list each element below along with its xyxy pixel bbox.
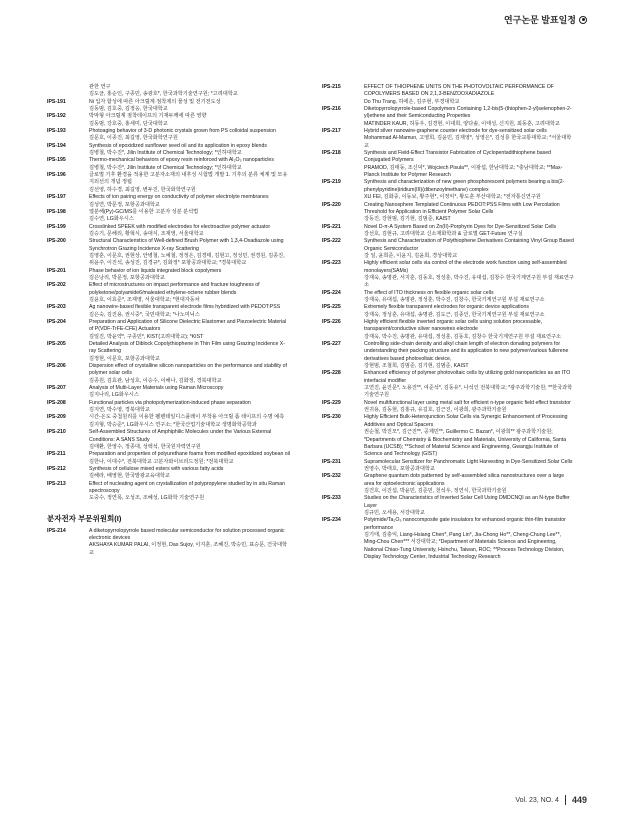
entry-id: IPS-221 [322,223,341,230]
program-entry [322,370,574,399]
entry-id: IPS-233 [322,495,341,502]
entry-authors: 김건호, 이진섭, 박윤민, 김준민, 천석우, 정연식, 한국과학기술원 [364,487,507,494]
entry-authors: 강선호, 김현규, 고려대학교 신소재화학과 & 글로벌 GET-Future 연구실 [364,230,523,237]
entry-body [89,304,291,319]
entry-body [89,172,291,194]
entry-body [364,473,574,495]
entry-title: Ni 입자 합성에 따른 아크릴계 점착제의 물성 및 전기전도성 [89,98,221,105]
entry-authors: AKSHAYA KUMAR PALAI, 이정현, Das Sujoy, 이지훈, 조혜진, 박승민, 표승문, 건국대학교 [89,542,288,556]
program-entry [322,414,574,458]
entry-body [364,179,574,201]
program-entry [47,143,291,158]
entry-authors: 김성연, 박문정, 포항공과대학교 [89,201,160,208]
entry-title: 글로벌 기후 환경을 적용한 고분자소재의 내후성 시험법 개발 1. 기후의 분류 체계 및 모유 지외선의 개념 정립 [89,172,288,186]
entry-authors: 김은숙, 김진용, 권시중*, 국민대학교; *나노미닉스 [89,311,200,318]
program-entry [47,304,291,319]
entry-body [89,238,291,267]
entry-authors: 김승기, 문해리, 황혁식, 송대식, 조재영, 서울대학교 [89,230,204,237]
entry-id: IPS-223 [322,260,341,267]
entry-body [89,414,291,429]
entry-title: Ag nanowire-based flexible transparent electrode films hybridized with PEDOT:PSS [89,304,281,311]
entry-body [89,143,291,158]
entry-title: Extremely flexible transparent electrodes for organic device applications [364,304,529,311]
entry-id: IPS-234 [322,517,341,524]
entry-authors: 권순철, 박진모*, 김근진**, 공제민**, Guillermo C. Bazan*, 이광희** 광주과학기술원; *Departments of Chemistry & Biochemistry and Materials, University of California, Santa Barbara (UCSB); **School of Material Science and Engineering, Gwangju Institute of Science and Technology (GIST) [364,429,567,458]
entry-authors: 강 일, 윤희준, 이윤지, 김윤희, 경상대학교 [364,252,458,259]
entry-authors: 김영훈, 이문호, 권현상, 안병철, 노예철, 정정은, 김경태, 김현고, 정성민, 권경원, 김종진, 위윤주, 이진석, 송성진, 김경규*, 김화정* 포항공과대학교; *경북대학교 [89,252,285,267]
program-entry [47,341,291,363]
entry-id: IPS-211 [47,451,66,458]
page-header [504,13,587,26]
program-entry [47,209,291,224]
entry-body [89,341,291,363]
entry-id: IPS-193 [47,128,66,135]
entry-body [89,99,291,114]
entry-body [89,157,291,172]
entry-body [89,209,291,224]
left-entry-list [47,84,291,503]
entry-title: Supramolecular Sensitizer for Panchromatic Light Harvesting in Dye-Sensitized Solar Cells [364,458,573,465]
entry-authors: 김해라, 배영현, 한국발광교육대학교 [89,473,170,480]
entry-title: Functional particles via photopolymerization-induced phase separation [89,399,251,406]
entry-id: IPS-220 [322,201,341,208]
entry-id: IPS-198 [47,208,66,215]
entry-authors: 김기태, 김충익, Liang-Hsiang Chen*, Pang Lin*, Jia-Chong Ho**, Cheng-Chung Lee**, Ming-Chou Chen*** 서강대학교; *Department of Materials Science and Engineering, National Chiao-Tung University, Hsinchu, Taiwan, ROC; **Process Technology Division, Display Technology Center, Industrial Technology Research [364,531,565,560]
entry-title: 박막형 아크릴계 점착테이프의 기재두께에 따른 영향 [89,113,207,120]
page-footer [515,795,587,805]
entry-authors: 김지연, 박수영, 경북대학교 [89,407,150,414]
entry-body [364,224,574,239]
entry-authors: 강현범, 조철희, 김범준, 김기현, 김범준, KAIST [364,363,469,370]
entry-id: IPS-206 [47,363,66,370]
program-entry [322,473,574,495]
entry-title: 열분해(Py)-GC/MS를 이용한 고분자 성분 분석법 [89,208,199,215]
entry-authors: 강재욱, 박수진, 송명관, 유대섭, 정성훈, 김동호, 김창수 한국기계연구원 부설 재료연구소 [364,333,562,340]
entry-body [364,128,574,150]
entry-authors: 김규민, 오세용, 서강대학교 [364,509,425,516]
program-entry [47,429,291,451]
left-column [47,84,291,557]
program-entry [322,202,574,224]
entry-id: IPS-201 [47,267,66,274]
program-entry [322,290,574,305]
entry-title: Preparation and Application of Silicone Dielectric Elastomer and Piezoelectric Material of P(VDF-TrFE-CFE) Actuators [89,319,287,333]
entry-id: IPS-205 [47,341,66,348]
entry-authors: 김윤호, 이효준*, 조재영, 서울대학교; *현대자동차 [89,296,200,303]
entry-id: IPS-225 [322,304,341,311]
entry-body [89,451,291,466]
entry-title: 시간-온도 중첩원리를 이용한 펠렌테일디스플레이 부착용 아크릴 폼 테이프의 수명 예측 [89,414,285,421]
entry-title: Self-Assembled Structures of Amphiphilic Molecules under the Various External Conditions: A SANS Study [89,429,272,443]
entry-title: A diketopyrrolopyrrole based molecular semiconductor for solution processed organic electronic devices [89,527,285,541]
program-entry [322,260,574,289]
entry-id: IPS-210 [47,429,66,436]
entry-id: IPS-213 [47,480,66,487]
entry-title: Synthesis and characterization of new green phosphorescent polymers bearing a bis(2-phenylpyridine)iridium(III)(dibenzoylmethane) complex [364,179,565,193]
entry-id: IPS-224 [322,289,341,296]
entry-id: IPS-204 [47,319,66,325]
program-entry [47,268,291,283]
program-entry [47,194,291,209]
entry-title: Highly efficient solar cells via control of the electrode work function using self-assembled monolayers(SAMs) [364,260,567,274]
program-entry [47,282,291,304]
entry-body [364,290,574,305]
entry-id: IPS-226 [322,319,341,325]
entry-title: Controlling side-chain density and alkyl chain length of electron donating polymers for understanding their packing structure and its application to new polymer/various fullerene derivatives based photovoltaic device, [364,341,569,362]
entry-body [89,224,291,239]
entry-authors: 김문호, 이종진, 최길영, 한국화학연구원 [89,135,178,142]
entry-authors: 김선영, 하수경, 최길영, 변두진, 한국화학연구원 [89,186,196,193]
entry-id: IPS-208 [47,399,66,406]
entry-title: Polyimide/Ta₂O₅ nanocomposite gate insulators for enhanced organic thin-film transistor performance [364,517,566,531]
program-entry [322,150,574,179]
entry-body [89,363,291,385]
entry-body [364,202,574,224]
program-entry [322,341,574,370]
program-entry [47,363,291,385]
entry-id: IPS-203 [47,304,66,311]
entry-id: IPS-194 [47,142,66,149]
entry-id: IPS-216 [322,106,341,113]
entry-body [364,400,574,415]
entry-title: Highly Efficient Bulk-Heterojunction Solar Cells via Synergic Enhancement of Processing Additives and Optical Spacers [364,414,568,428]
entry-title: Analysis of Multi-Layer Materials using Raman Microscopy [89,385,224,392]
entry-title: Effect of nucleating agent on crystallization of polypropylene studied by in situ Raman spectroscopy [89,480,285,494]
entry-title: EFFECT OF THIOPHENE UNITS ON THE PHOTOVOLTAIC PERFORMANCE OF COPOLYMERS BASED ON 2,1,3-BENZOOXADIAZOLE [364,84,554,98]
entry-body [364,260,574,289]
entry-id: IPS-222 [322,238,341,245]
entry-id: IPS-232 [322,473,341,480]
entry-title: Photoaging behavior of 3-D photonic crystals grown from PS colloidal suspension [89,128,276,135]
entry-id: IPS-192 [47,113,66,120]
entry-title: Preparation and properties of polyurethane foams from modified epoxidized soybean oil [89,451,290,458]
program-entry [322,179,574,201]
entry-id: IPS-207 [47,385,66,392]
section-title: 분자전자 부문위원회(I) [47,513,122,523]
entry-authors: 김지형, 박승준*, LG화우시스 연구소; *한국산업기술대학교 생명화학공학과 [89,421,257,428]
entry-authors: 김일진, 박윤약*, 구종민*, KIST(고려대학교); *KIST [89,333,204,340]
entry-body [89,429,291,451]
entry-authors: 도중수, 정연목, 오성조, 조혜성, LG화학 기술연구원 [89,495,205,502]
entry-id [47,84,89,99]
program-entry [47,238,291,267]
entry-authors: 김정현, 이문호, 포항공과대학교 [89,355,160,362]
entry-body [364,495,574,517]
program-entry [47,481,291,503]
entry-id: IPS-228 [322,370,341,377]
entry-id: IPS-231 [322,458,341,465]
entry-authors: 김은낭리, 박문정, 포항공과대학교 [89,274,165,281]
entry-body [364,319,574,341]
entry-id: IPS-227 [322,341,341,348]
entry-title: Creating Nanosphere Templated Continuous PEDOT:PSS Films with Low Percolation Threshold for Application in Efficient Polymer Solar Cells [364,201,560,215]
entry-body [364,414,574,458]
entry-id: IPS-209 [47,414,66,421]
program-entry [47,84,291,99]
entry-body [89,481,291,503]
entry-body [364,370,574,399]
program-entry [47,157,291,172]
right-entry-list [322,84,574,561]
entry-title: Effect of microstructures on impact performance and fracture toughness of polyketone/polyamide6/maleated ethylene-octene rubber blends [89,282,260,296]
circle-bullet-icon [579,16,587,24]
entry-authors: MATINDER KAUR, 허동우, 김경현, 이대희, 양다솔, 이태성, 신지원, 최동훈, 고려대학교 [364,120,560,127]
program-entry [47,113,291,128]
entry-authors: 김도균, 홍순인, 구종민, 송광호*, 한국과학기술연구원; *고려대학교 [89,91,238,98]
entry-title: Graphene quantum dots patterned by self-assembled silica nanostructures over a large area for optoelectronic applications [364,473,565,487]
program-entry [322,84,574,106]
entry-title: Detailed Analysis of Diblock Copolythiophene in Thin Film using Grazing Incidence X-ray Scattering [89,341,285,355]
entry-id: IPS-214 [47,527,66,534]
entry-body [364,238,574,260]
entry-title: Dispersion effect of crystalline silicon nanoparticles on the performance and stability of polymer solar cells [89,363,287,377]
entry-authors: 김동범, 김호중, 김정웅, 한국대학교 [89,106,168,113]
entry-body [89,84,291,99]
program-entry [47,451,291,466]
entry-id: IPS-191 [47,98,66,105]
entry-id: IPS-202 [47,282,66,289]
entry-id: IPS-197 [47,194,66,201]
program-entry [322,128,574,150]
entry-title: Thermo-mechanical behaviors of epoxy resin reinforced with Al₂O₃ nanoparticles [89,157,274,164]
entry-body [89,268,291,283]
program-entry [322,495,574,517]
entry-authors: 권영수, 박태호, 포항공과대학교 [364,465,435,472]
entry-title: Structural Characteristics of Well-defined Brush Polymer with 1,3,4-Oxadiazole using Synchrotron Grazing Incidence X-ray Scattering [89,238,284,252]
entry-authors: Mohammad Al-Mamun, 고영희, 김윤민, 김재영*, 성영은*, 김성룡 한국교통대학교; *서울대학교 [364,135,572,149]
entry-body [89,113,291,128]
entry-authors: 김병철, 박수진*, Jilin Institute of Chemical Technology; *인하대학교 [89,150,242,157]
entry-authors: 강재욱, 정성훈, 유대섭, 송명관, 김도근, 김종인, 한국기계연구원 부설 재료연구소 [364,311,545,318]
program-entry [322,517,574,561]
entry-id: IPS-200 [47,238,66,245]
entry-title: Effects of ion pairing energy on conductivity of polymer electrolyte membranes [89,194,269,201]
entry-body [89,528,291,557]
program-entry [322,400,574,415]
entry-body [89,385,291,400]
entry-body [89,400,291,415]
entry-authors: 김동범, 강호중, 홍세미, 단국대학교 [89,120,168,127]
entry-authors: 강동진, 강현범, 김기현, 김범준, KAIST [364,216,451,223]
entry-id: IPS-196 [47,172,66,179]
entry-title: The effect of ITO thickness on flexible organic solar cells [364,289,494,296]
entry-body [364,304,574,319]
left-entry-list-2 [47,528,291,557]
entry-authors: 김병철, 박수진*, Jilin Institute of Chemical Technology; *인하대학교 [89,164,242,171]
program-entry [47,400,291,415]
entry-id: IPS-229 [322,399,341,406]
program-entry [47,414,291,429]
entry-title: Diketopyrrolopyrrole-based Copolymers Containing 1,2-bis(5-(thiophen-2-yl)selenophen-2-yl)ethene and their Semiconducting Properties [364,106,572,120]
entry-id: IPS-217 [322,128,341,135]
entry-title: Hybrid silver nanowire-graphene counter electrode for dye-sensitized solar cells [364,128,547,135]
entry-authors: PRAMOD, 김태동, 조신덕*, Wojciech Pisula**, 이광섭, 한남대학교; *충남대학교; **Max-Planck Institute for Polymer Research [364,164,563,179]
entry-authors: 김종원, 김효관, 남성호, 이승수, 이해나, 김화정, 경북대학교 [89,377,222,384]
entry-title: Synthesis and Field-Effect Transistor Fabrication of Cyclopentadithiophene based Conjugated Polymers [364,150,552,164]
entry-title: Novel D-π-A System Based on Zn(II)-Porphyrin Dyes for Dye-Sensitized Solar Cells [364,223,557,230]
entry-id: IPS-230 [322,414,341,421]
program-entry [322,106,574,128]
entry-id: IPS-215 [322,84,341,90]
entry-authors: 김한나, 이대수*, 전북대학교 고분자와이브리드정원; *전북대학교 [89,458,234,465]
entry-authors: 권귀용, 김동현, 김홍규, 유길호, 김근진, 이광희, 광주과학기술원 [364,407,507,414]
entry-authors: 강재욱, 유대섭, 송명관, 정성훈, 박수진, 김창수, 한국기계연구원 부설 재료연구소 [364,296,545,303]
program-entry [47,99,291,114]
entry-body [364,150,574,179]
program-entry [47,385,291,400]
program-entry [47,319,291,341]
program-entry [47,528,291,557]
program-entry [322,319,574,341]
entry-title: 관한 연구 [89,84,111,90]
right-column [322,84,574,561]
program-entry [47,172,291,194]
entry-authors: 김지나리, LG화우시스 [89,392,139,399]
entry-body [89,319,291,341]
entry-title: Phase behavior of ion liquids integrated block copolymers [89,267,222,274]
entry-id: IPS-212 [47,465,66,472]
entry-title: Synthesis of cellulose mixed esters with various fatty acids [89,465,224,472]
program-entry [47,466,291,481]
entry-authors: 고연진, 윤진문*, 노용진**, 여준석*, 김동유*, 나석인 전북대학교; *광주과학기술원; **한국과학기술연구원 [364,385,573,399]
entry-body [89,194,291,209]
entry-body [364,459,574,474]
entry-body [89,466,291,481]
entry-authors: Do Thu Trang, 하에은, 김주현, 부경대학교 [364,98,460,105]
entry-id: IPS-218 [322,150,341,157]
entry-body [364,106,574,128]
entry-title: Novel multifunctional layer using metal salt for efficient n-type organic field effect transistor [364,399,571,406]
entry-body [364,517,574,561]
page-number: 449 [565,795,587,805]
entry-body [364,341,574,370]
entry-body [89,128,291,143]
program-entry [47,128,291,143]
entry-title: Synthesis and Characterization of Polythiophene Derivatives Containing Vinyl Group Based Organic Semiconductor [364,238,574,252]
entry-id: IPS-195 [47,157,66,164]
program-entry [322,238,574,260]
program-entry [322,304,574,319]
entry-title: Synthesis of epoxidized sunflower seed oil and its application in epoxy blends [89,142,267,149]
entry-authors: 김수연, LG화우시스 [89,216,134,223]
entry-title: Highly efficient flexible inverted organic solar cells using solution processable, transparent/conductive silver nanowires electrode [364,319,543,333]
entry-authors: 김태환, 한영수, 정종대, 성백석, 한국원자력연구원 [89,443,201,450]
entry-body [364,84,574,106]
header-title: 연구논문 발표일정 [503,15,576,25]
entry-id: IPS-219 [322,179,341,186]
entry-id: IPS-199 [47,223,66,230]
entry-title: Crosslinked SPEEK with modified electrodes for electroactive polymer actuator [89,223,271,230]
entry-authors: XU FEI, 김화중, 이동보, 황주현*, 이정익*, 황도훈 부산대학교; *전자통신연구원 [364,194,541,201]
entry-title: Studies on the Characteristics of Inverted Solar Cell Using DMDCNQI as an N-type Buffer Layer [364,495,570,509]
program-entry [322,459,574,474]
entry-title: Enhanced efficiency of polymer photovoltaic cells by utilizing gold nanoparticles as an ITO interfacial modifier [364,370,571,384]
program-entry [47,224,291,239]
program-entry [322,224,574,239]
entry-authors: 강재욱, 송명관, 서지훈, 김동호, 정성훈, 박수진, 유대섭, 김창수 한국기계연구원 부설 재료연구소 [364,274,574,289]
volume-label: Vol. 23, NO. 4 [515,796,559,804]
entry-body [89,282,291,304]
